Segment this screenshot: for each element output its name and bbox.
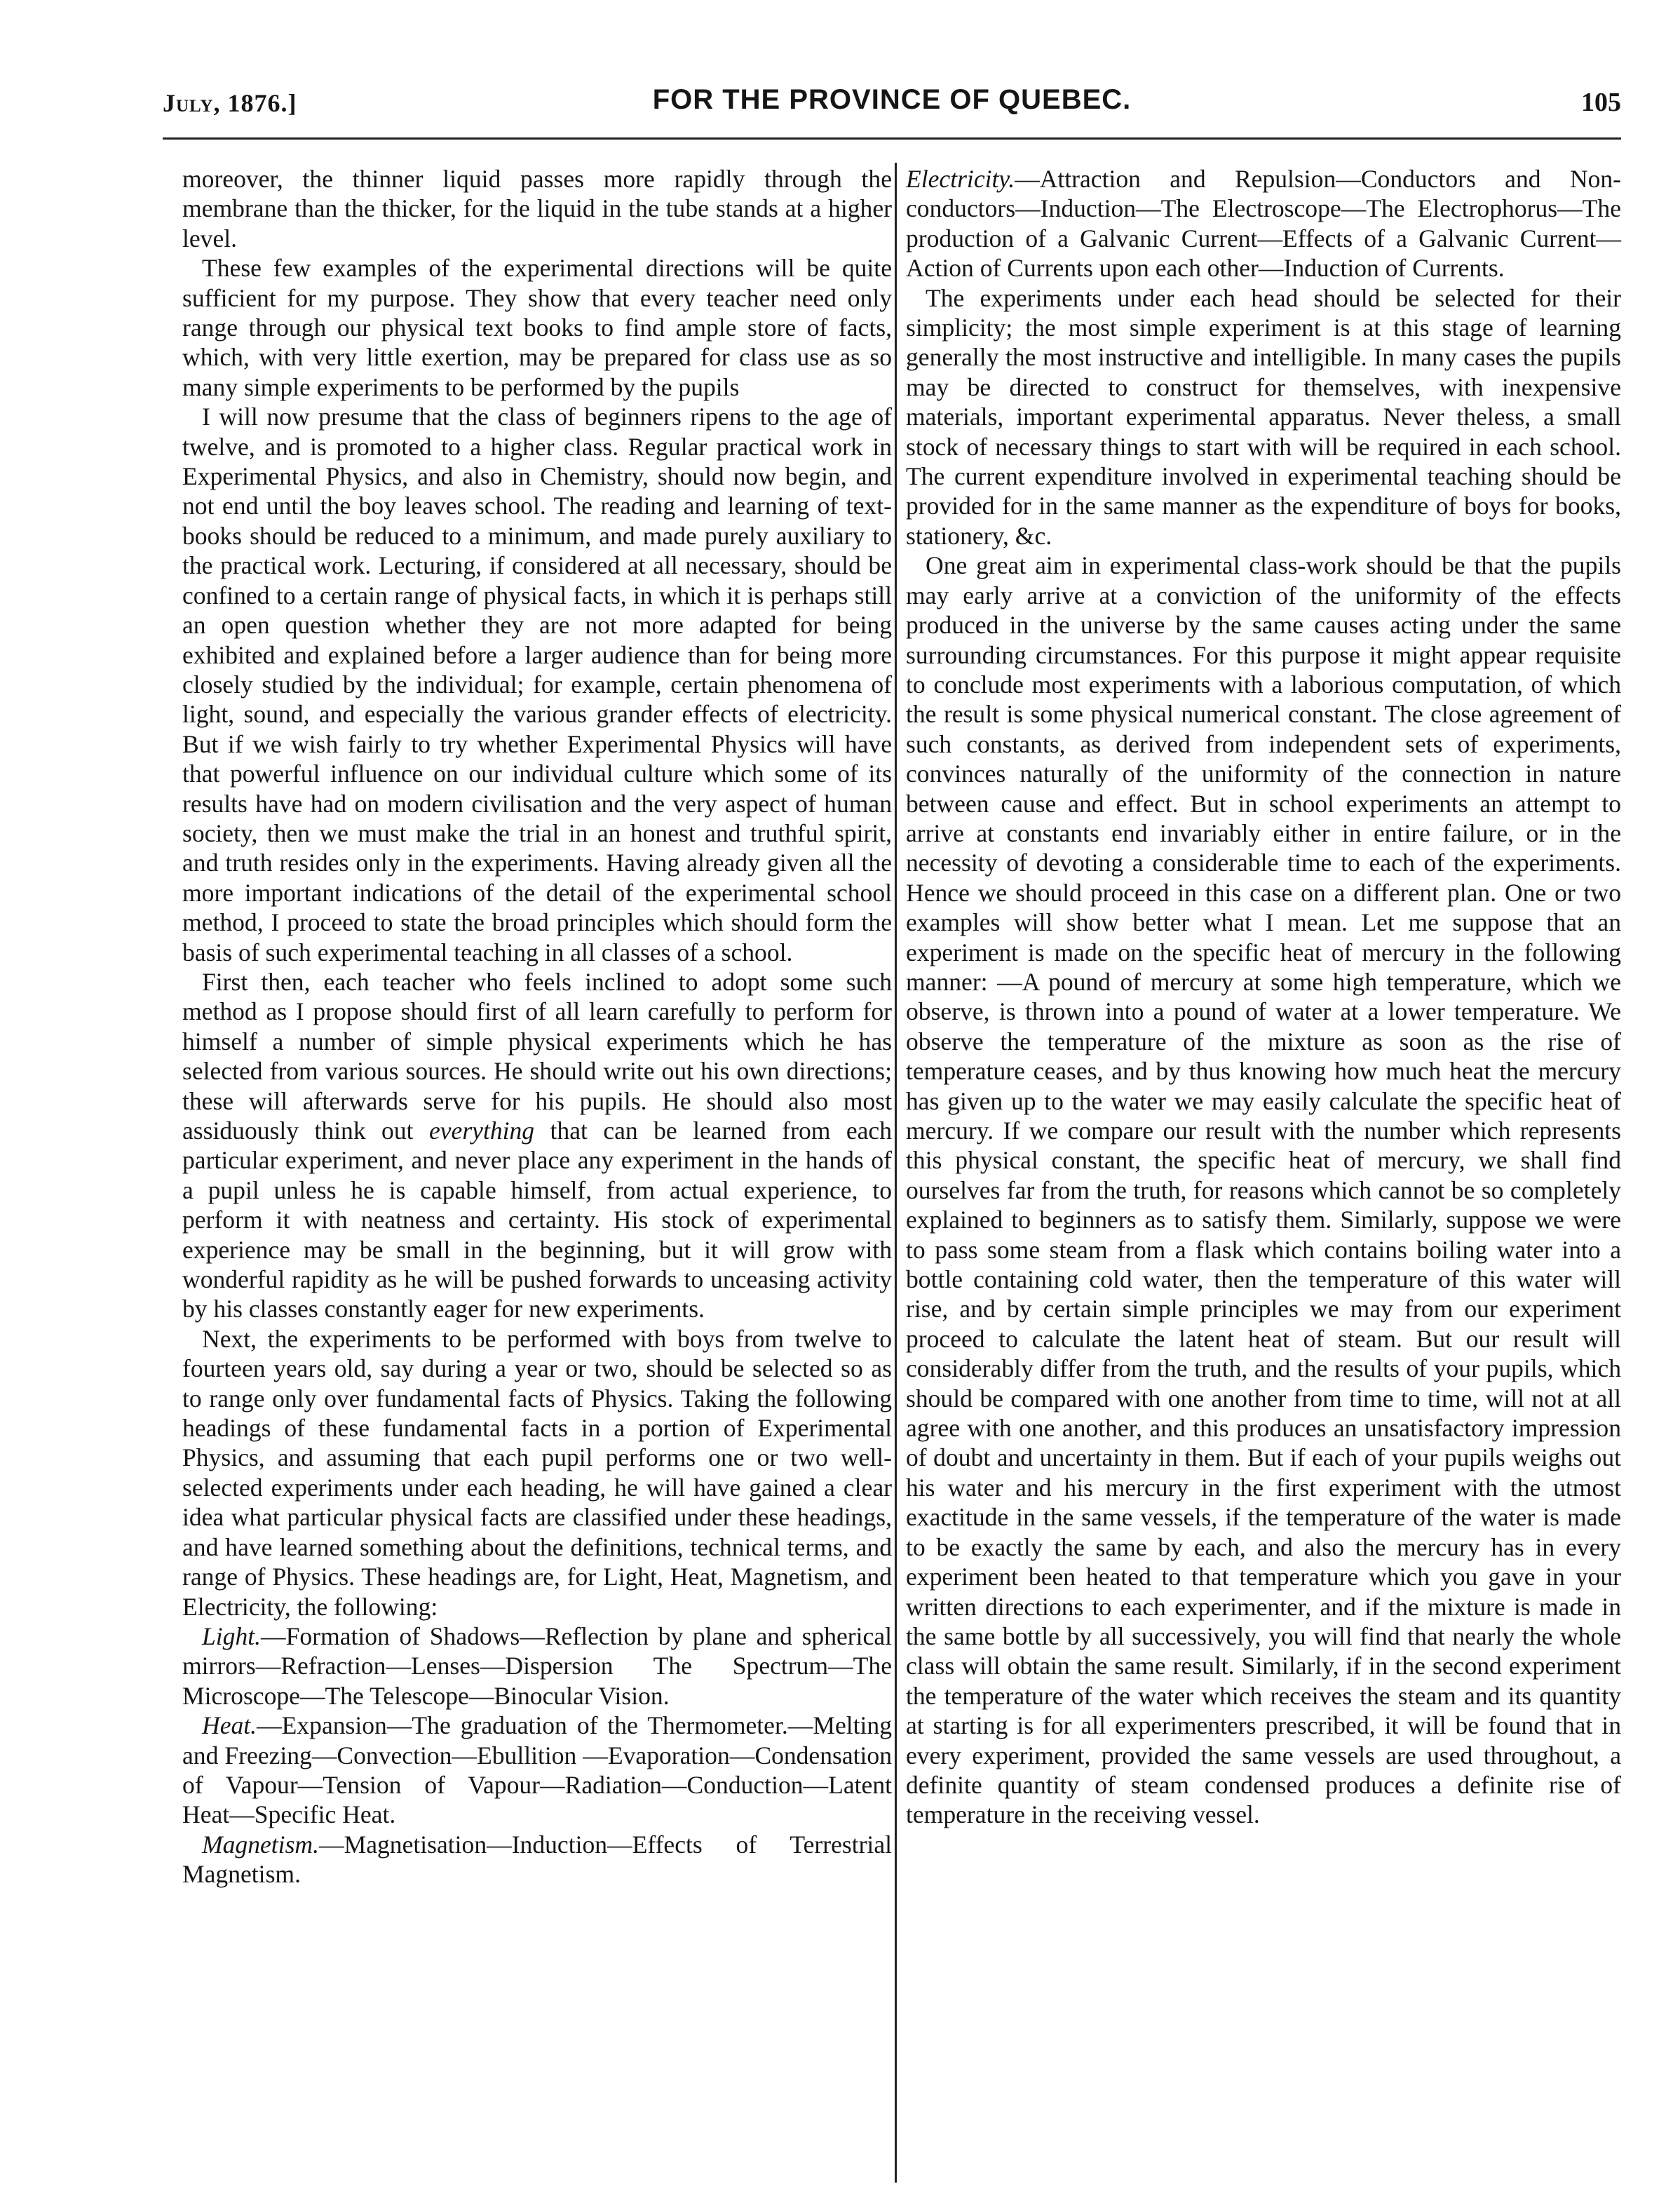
- heading-entry-light: [182, 1621, 892, 1711]
- issue-date: July, 1876.]: [163, 89, 297, 117]
- header-rule: [163, 137, 1621, 140]
- entry-text: —Magnetisation—Induction—Effects of Terrestrial Magnetism.: [182, 1830, 892, 1889]
- paragraph: One great aim in experimental class-work should be that the pupils may early arrive at a conviction of the uniformity of the effects produced in the universe by the same causes acting under the same surrounding circumstances. For this purpose it might appear requisite to conclude most experiments with a laborious computation, of which the result is some physical numerical constant. The close agreement of such constants, as derived from independent sets of experiments, convinces naturally of the uniformity of the connection in nature between cause and effect. But in school experiments an attempt to arrive at constants end invariably either in entire failure, or in the necessity of devoting a considerable time to each of the experiments. Hence we should proceed in this case on a different plan. One or two examples will show better what I mean. Let me suppose that an experiment is made on the specific heat of mercury in the following manner: —A pound of mercury at some high temperature, which we observe, is thrown into a pound of water at a lower temperature. We observe the temperature of the mixture as soon as the rise of temperature ceases, and by thus knowing how much heat the mercury has given up to the water we may easily calculate the specific heat of mercury. If we compare our result with the number which represents this physical constant, the specific heat of mercury, we shall find ourselves far from the truth, for reasons which cannot be so completely explained to beginners as to satisfy them. Similarly, suppose we were to pass some steam from a flask which contains boiling water into a bottle containing cold water, then the temperature of this water will rise, and by certain simple principles we may from our experiment proceed to calculate the latent heat of steam. But our result will considerably differ from the truth, and the results of your pupils, which should be compared with one another from time to time, will not at all agree with one another, and this produces an unsatisfactory impression of doubt and uncertainty in them. But if each of your pupils weighs out his water and his mercury in the first experiment with the utmost exactitude in the same vessels, if the temperature of the water is made to be exactly the same by each, and also the mercury has in every experiment been heated to that temperature which you gave in your written directions to each experimenter, and if the mixture is made in the same bottle by all successively, you will find that nearly the whole class will obtain the same result. Similarly, if in the second experiment the temperature of the water which receives the steam and its quantity at starting is for all experimenters prescribed, it will be found that in every experiment, provided the same vessels are used throughout, a definite quantity of steam condensed produces a definite rise of temperature in the receiving vessel.: [906, 551, 1621, 1829]
- paragraph: These few examples of the experimental directions will be quite sufficient for my purpose. They show that every teacher need only range through our physical text books to find ample store of facts, which, with very little exertion, may be prepared for class use as so many simple experiments to be performed by the pupils: [182, 254, 892, 401]
- entry-text: —Formation of Shadows—Reflection by plane and spherical mirrors—Refraction—Lenses—Dispersion The Spectrum—The Microscope—The Telescope—Binocular Vision.: [182, 1621, 892, 1710]
- right-column: [906, 164, 1621, 1830]
- column-divider: [895, 163, 897, 2183]
- paragraph: moreover, the thinner liquid passes more rapidly through the membrane than the thicker, for the liquid in the tube stands at a higher level.: [182, 165, 892, 252]
- entry-text: —Attraction and Repulsion—Conductors and Non-conductors—Induction—The Electroscope—The Electrophorus—The production of a Galvanic Current—Effects of a Galvanic Current—Action of Currents upon each other—Induction of Currents.: [906, 165, 1621, 283]
- emphasis: everything: [428, 1117, 535, 1145]
- page-number: 105: [1581, 88, 1621, 117]
- entry-label: Light.: [202, 1621, 262, 1650]
- text-run: that can be learned from each particular experiment, and never place any experiment in the hands of a pupil unless he is capable himself, from actual experience, to perform it with neatness and certainty. His stock of experimental experience may be small in the beginning, but it will grow with wonderful rapidity as he will be pushed forwards to unceasing activity by his classes constantly eager for new experiments.: [182, 1117, 893, 1323]
- left-column: [182, 164, 892, 1889]
- running-head: [163, 84, 1621, 126]
- paragraph: The experiments under each head should be selected for their simplicity; the most simple experiment is at this stage of learning generally the most instructive and intelligible. In many cases the pupils may be directed to construct for themselves, with inexpensive materials, important experimental apparatus. Never theless, a small stock of necessary things to start with will be required in each school. The current expenditure involved in experimental teaching should be provided for in the same manner as the expenditure of boys for books, stationery, &c.: [906, 283, 1621, 550]
- paragraph: [182, 967, 892, 1324]
- heading-entry-electricity: [906, 164, 1621, 283]
- entry-label: Electricity.: [906, 165, 1015, 193]
- heading-entry-heat: [182, 1711, 892, 1830]
- entry-label: Heat.: [202, 1711, 257, 1740]
- text-run: First then, each teacher who feels inclined to adopt some such method as I propose should first of all learn carefully to perform for himself a number of simple physical experiments which he has selected from various sources. He should write out his own directions; these will afterwards serve for his pupils. He should also most assiduously think out: [182, 967, 892, 1145]
- entry-label: Magnetism.: [202, 1830, 319, 1859]
- page-title: FOR THE PROVINCE OF QUEBEC.: [652, 84, 1132, 115]
- paragraph: I will now presume that the class of beginners ripens to the age of twelve, and is promoted to a higher class. Regular practical work in Experimental Physics, and also in Chemistry, should now begin, and not end until the boy leaves school. The reading and learning of text-books should be reduced to a minimum, and made purely auxiliary to the practical work. Lecturing, if considered at all necessary, should be confined to a certain range of physical facts, in which it is perhaps still an open question whether they are not more adapted for being exhibited and explained before a larger audience than for being more closely studied by the individual; for example, certain phenomena of light, sound, and especially the various grander effects of electricity. But if we wish fairly to try whether Experimental Physics will have that powerful influence on our individual culture which some of its results have had on modern civilisation and the very aspect of human society, then we must make the trial in an honest and truthful spirit, and truth resides only in the experiments. Having already given all the more important indications of the detail of the experimental school method, I proceed to state the broad principles which should form the basis of such experimental teaching in all classes of a school.: [182, 403, 892, 966]
- entry-text: —Expansion—The graduation of the Thermometer.—Melting and Freezing—Convection—Ebullition —Evaporation—Condensation of Vapour—Tension of Vapour—Radiation—Conduction—Latent Heat—Specific Heat.: [182, 1711, 892, 1829]
- paragraph: Next, the experiments to be performed with boys from twelve to fourteen years old, say during a year or two, should be selected so as to range only over fundamental facts of Physics. Taking the following headings of these fundamental facts in a portion of Experimental Physics, and assuming that each pupil performs one or two well-selected experiments under each heading, he will have gained a clear idea what particular physical facts are classified under these headings, and have learned something about the definitions, technical terms, and range of Physics. These headings are, for Light, Heat, Magnetism, and Electricity, the following:: [182, 1324, 892, 1621]
- heading-entry-magnetism: [182, 1830, 892, 1889]
